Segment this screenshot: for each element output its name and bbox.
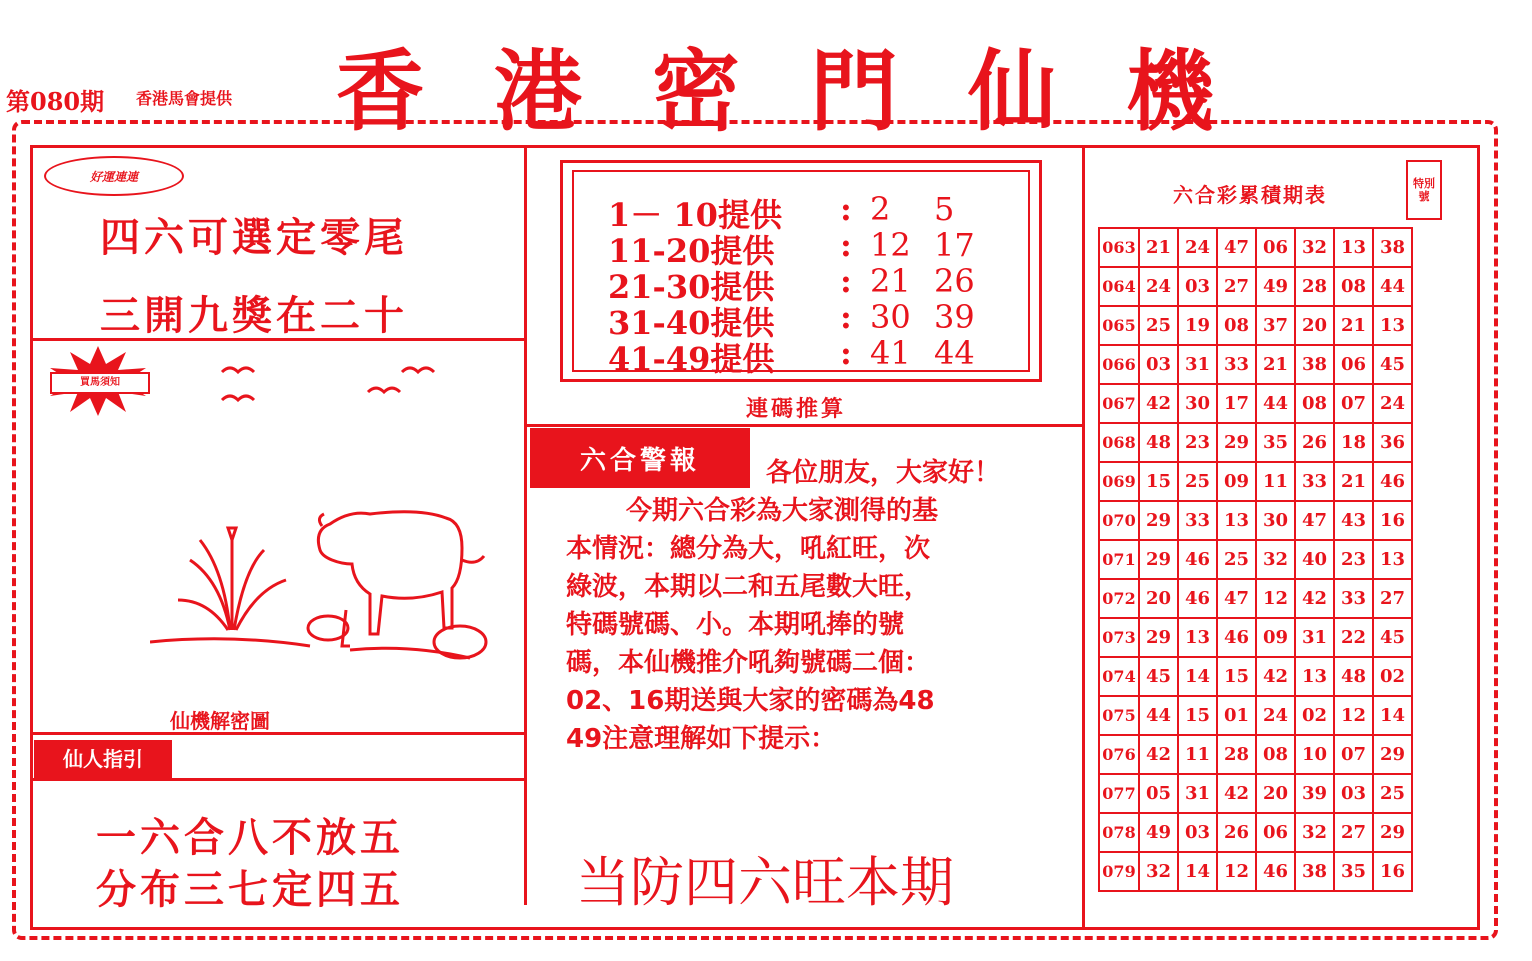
number-cell: 48 <box>1139 423 1178 462</box>
number-cell: 31 <box>1295 618 1334 657</box>
number-cell: 03 <box>1334 774 1373 813</box>
number-cell: 33 <box>1295 462 1334 501</box>
number-cell: 29 <box>1139 501 1178 540</box>
number-cell: 27 <box>1373 579 1412 618</box>
number-cell: 35 <box>1256 423 1295 462</box>
number-cell: 03 <box>1178 813 1217 852</box>
number-cell: 02 <box>1373 657 1412 696</box>
period-cell: 066 <box>1099 345 1139 384</box>
table-row <box>1099 462 1412 501</box>
number-cell: 28 <box>1295 267 1334 306</box>
alert-text <box>566 454 1058 758</box>
colon: : <box>840 226 852 264</box>
number-cell: 21 <box>1334 306 1373 345</box>
alert-line: 特碼號碼、小。本期吼捧的號 <box>566 610 905 640</box>
number-cell: 12 <box>1217 852 1256 891</box>
number-cell: 20 <box>1295 306 1334 345</box>
number-cell: 39 <box>1295 774 1334 813</box>
number-cell: 11 <box>1178 735 1217 774</box>
guide-line-1: 一六合八不放五 <box>96 814 404 861</box>
number-cell: 29 <box>1139 618 1178 657</box>
number-cell: 32 <box>1256 540 1295 579</box>
number-cell: 14 <box>1178 852 1217 891</box>
hint-line-1: 四六可選定零尾 <box>100 214 408 261</box>
number-cell: 03 <box>1139 345 1178 384</box>
number-cell: 46 <box>1178 579 1217 618</box>
number-row <box>608 334 1008 380</box>
number-cell: 25 <box>1217 540 1256 579</box>
number-cell: 48 <box>1334 657 1373 696</box>
number-cell: 18 <box>1334 423 1373 462</box>
number-cell: 47 <box>1295 501 1334 540</box>
number-cell: 24 <box>1178 228 1217 267</box>
hint-line-2: 三開九獎在二十 <box>100 292 408 339</box>
number-cell: 27 <box>1334 813 1373 852</box>
table-row <box>1099 267 1412 306</box>
table-row <box>1099 735 1412 774</box>
range-label: 41-49提供 <box>608 340 775 378</box>
divider-middle <box>526 424 1084 427</box>
number-a: 41 <box>870 334 911 372</box>
number-cell: 29 <box>1373 813 1412 852</box>
table-row <box>1099 813 1412 852</box>
number-cell: 08 <box>1295 384 1334 423</box>
number-cell: 47 <box>1217 228 1256 267</box>
colon: : <box>840 334 852 372</box>
period-cell: 077 <box>1099 774 1139 813</box>
number-cell: 24 <box>1373 384 1412 423</box>
table-row <box>1099 579 1412 618</box>
divider-right <box>1082 145 1085 930</box>
number-cell: 29 <box>1373 735 1412 774</box>
period-cell: 070 <box>1099 501 1139 540</box>
colon: : <box>840 298 852 336</box>
lucky-badge: 好運連連 <box>44 156 184 196</box>
number-cell: 35 <box>1334 852 1373 891</box>
period-cell: 072 <box>1099 579 1139 618</box>
alert-line: 本情況：總分為大，吼紅旺，次 <box>566 534 931 564</box>
number-cell: 46 <box>1178 540 1217 579</box>
number-cell: 08 <box>1217 306 1256 345</box>
number-b: 44 <box>934 334 975 372</box>
table-row <box>1099 696 1412 735</box>
number-cell: 30 <box>1178 384 1217 423</box>
number-cell: 14 <box>1178 657 1217 696</box>
number-cell: 09 <box>1256 618 1295 657</box>
table-row <box>1099 618 1412 657</box>
number-b: 17 <box>934 226 975 264</box>
title-char: 密 <box>651 39 740 143</box>
colon: : <box>840 190 852 228</box>
range-label: 31-40提供 <box>608 304 775 342</box>
number-cell: 13 <box>1373 306 1412 345</box>
number-cell: 01 <box>1217 696 1256 735</box>
number-cell: 47 <box>1217 579 1256 618</box>
number-cell: 24 <box>1139 267 1178 306</box>
table-row <box>1099 345 1412 384</box>
number-cell: 21 <box>1334 462 1373 501</box>
number-cell: 12 <box>1334 696 1373 735</box>
number-cell: 06 <box>1256 813 1295 852</box>
period-cell: 078 <box>1099 813 1139 852</box>
number-cell: 42 <box>1256 657 1295 696</box>
number-cell: 06 <box>1334 345 1373 384</box>
number-cell: 26 <box>1217 813 1256 852</box>
number-cell: 31 <box>1178 774 1217 813</box>
issue-number: 第080期 <box>6 87 105 116</box>
alert-line: 49注意理解如下提示： <box>566 724 837 754</box>
period-cell: 065 <box>1099 306 1139 345</box>
box-caption: 連碼推算 <box>746 397 847 422</box>
title-char: 仙 <box>967 39 1056 143</box>
number-cell: 13 <box>1178 618 1217 657</box>
provider-label: 香港馬會提供 <box>136 89 233 108</box>
number-cell: 44 <box>1373 267 1412 306</box>
number-cell: 20 <box>1139 579 1178 618</box>
period-cell: 068 <box>1099 423 1139 462</box>
number-cell: 16 <box>1373 501 1412 540</box>
number-cell: 46 <box>1373 462 1412 501</box>
range-label: 21-30提供 <box>608 268 775 306</box>
number-cell: 31 <box>1178 345 1217 384</box>
number-cell: 42 <box>1217 774 1256 813</box>
number-cell: 28 <box>1217 735 1256 774</box>
number-a: 30 <box>870 298 911 336</box>
table-row <box>1099 501 1412 540</box>
guide-line-2: 分布三七定四五 <box>96 866 404 913</box>
number-b: 26 <box>934 262 975 300</box>
number-cell: 25 <box>1178 462 1217 501</box>
alert-line: 今期六合彩為大家測得的基 <box>626 496 939 526</box>
number-cell: 38 <box>1295 852 1334 891</box>
guide-tag: 仙人指引 <box>34 740 172 778</box>
number-cell: 33 <box>1217 345 1256 384</box>
number-cell: 25 <box>1139 306 1178 345</box>
number-cell: 44 <box>1139 696 1178 735</box>
period-cell: 069 <box>1099 462 1139 501</box>
number-cell: 05 <box>1139 774 1178 813</box>
number-cell: 29 <box>1139 540 1178 579</box>
number-cell: 15 <box>1139 462 1178 501</box>
title-char: 港 <box>493 39 582 143</box>
number-cell: 08 <box>1334 267 1373 306</box>
number-cell: 38 <box>1295 345 1334 384</box>
number-cell: 45 <box>1373 618 1412 657</box>
number-cell: 23 <box>1178 423 1217 462</box>
number-cell: 40 <box>1295 540 1334 579</box>
number-cell: 32 <box>1139 852 1178 891</box>
number-cell: 11 <box>1256 462 1295 501</box>
number-cell: 13 <box>1217 501 1256 540</box>
cow-grass-illustration <box>150 360 510 680</box>
number-cell: 44 <box>1256 384 1295 423</box>
number-cell: 22 <box>1334 618 1373 657</box>
number-cell: 36 <box>1373 423 1412 462</box>
table-row <box>1099 384 1412 423</box>
alert-line: 02、16期送與大家的密碼為48 <box>566 686 935 716</box>
period-cell: 079 <box>1099 852 1139 891</box>
period-cell: 073 <box>1099 618 1139 657</box>
number-cell: 45 <box>1139 657 1178 696</box>
special-label: 特別號 <box>1406 160 1442 220</box>
number-a: 12 <box>870 226 911 264</box>
table-row <box>1099 228 1412 267</box>
number-cell: 33 <box>1334 579 1373 618</box>
number-cell: 17 <box>1217 384 1256 423</box>
number-cell: 07 <box>1334 735 1373 774</box>
number-b: 5 <box>934 190 955 228</box>
number-cell: 16 <box>1373 852 1412 891</box>
number-cell: 30 <box>1256 501 1295 540</box>
number-cell: 15 <box>1217 657 1256 696</box>
number-cell: 38 <box>1373 228 1412 267</box>
number-cell: 46 <box>1217 618 1256 657</box>
number-cell: 21 <box>1256 345 1295 384</box>
period-cell: 071 <box>1099 540 1139 579</box>
number-cell: 33 <box>1178 501 1217 540</box>
number-cell: 24 <box>1256 696 1295 735</box>
slogan: 当防四六旺本期 <box>576 851 954 914</box>
number-cell: 49 <box>1256 267 1295 306</box>
table-row <box>1099 540 1412 579</box>
divider-left-3 <box>30 778 526 781</box>
number-cell: 26 <box>1295 423 1334 462</box>
number-cell: 06 <box>1256 228 1295 267</box>
range-label: 1－ 10提供 <box>608 196 782 234</box>
table-row <box>1099 306 1412 345</box>
title-char: 機 <box>1125 39 1214 143</box>
number-cell: 37 <box>1256 306 1295 345</box>
number-cell: 10 <box>1295 735 1334 774</box>
illustration-caption: 仙機解密圖 <box>170 709 270 733</box>
number-cell: 42 <box>1295 579 1334 618</box>
table-row <box>1099 423 1412 462</box>
number-cell: 08 <box>1256 735 1295 774</box>
range-label: 11-20提供 <box>608 232 775 270</box>
number-cell: 25 <box>1373 774 1412 813</box>
number-cell: 49 <box>1139 813 1178 852</box>
number-cell: 45 <box>1373 345 1412 384</box>
number-cell: 03 <box>1178 267 1217 306</box>
number-cell: 09 <box>1217 462 1256 501</box>
number-cell: 46 <box>1256 852 1295 891</box>
title-char: 門 <box>809 39 898 143</box>
number-cell: 32 <box>1295 228 1334 267</box>
number-cell: 12 <box>1256 579 1295 618</box>
alert-line: 各位朋友，大家好！ <box>766 458 1001 488</box>
number-cell: 07 <box>1334 384 1373 423</box>
history-table <box>1098 227 1413 892</box>
alert-line: 碼，本仙機推介吼夠號碼二個： <box>566 648 931 678</box>
number-cell: 42 <box>1139 384 1178 423</box>
number-a: 21 <box>870 262 911 300</box>
title-char: 香 <box>335 39 424 143</box>
number-cell: 19 <box>1178 306 1217 345</box>
number-cell: 13 <box>1295 657 1334 696</box>
table-row <box>1099 774 1412 813</box>
burst-label: 買馬須知 <box>50 372 150 394</box>
number-cell: 13 <box>1334 228 1373 267</box>
divider-left <box>524 145 527 905</box>
period-cell: 074 <box>1099 657 1139 696</box>
number-cell: 14 <box>1373 696 1412 735</box>
number-cell: 15 <box>1178 696 1217 735</box>
period-cell: 076 <box>1099 735 1139 774</box>
number-cell: 02 <box>1295 696 1334 735</box>
table-row <box>1099 852 1412 891</box>
alert-line: 綠波，本期以二和五尾數大旺， <box>566 572 931 602</box>
number-cell: 32 <box>1295 813 1334 852</box>
alert-tag: 六合警報 <box>530 428 750 488</box>
number-a: 2 <box>870 190 891 228</box>
number-cell: 13 <box>1373 540 1412 579</box>
number-cell: 21 <box>1139 228 1178 267</box>
period-cell: 067 <box>1099 384 1139 423</box>
number-cell: 42 <box>1139 735 1178 774</box>
period-cell: 064 <box>1099 267 1139 306</box>
number-cell: 29 <box>1217 423 1256 462</box>
table-title: 六合彩累積期表 <box>1173 182 1327 207</box>
period-cell: 075 <box>1099 696 1139 735</box>
divider-left-2 <box>30 732 526 735</box>
number-cell: 43 <box>1334 501 1373 540</box>
period-cell: 063 <box>1099 228 1139 267</box>
table-row <box>1099 657 1412 696</box>
number-cell: 27 <box>1217 267 1256 306</box>
number-cell: 20 <box>1256 774 1295 813</box>
number-b: 39 <box>934 298 975 336</box>
colon: : <box>840 262 852 300</box>
number-cell: 23 <box>1334 540 1373 579</box>
